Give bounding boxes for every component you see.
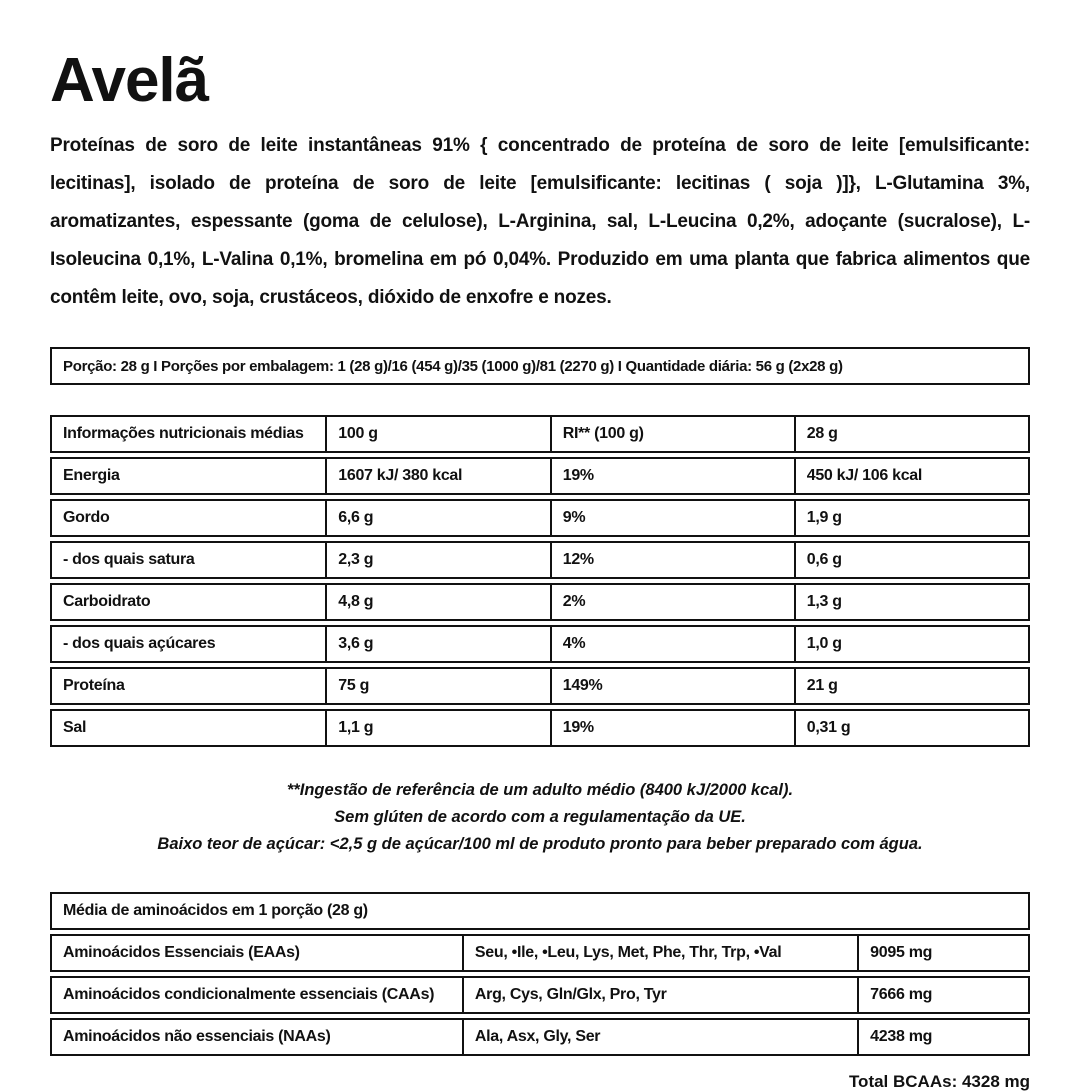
row-label: Carboidrato <box>63 593 151 611</box>
row-value-100g: 75 g <box>325 669 549 703</box>
row-label: Energia <box>63 467 120 485</box>
footnote-gluten-free: Sem glúten de acordo com a regulamentação da UE. <box>334 808 746 827</box>
table-row <box>50 457 1030 495</box>
amino-group-list: Arg, Cys, Gln/Glx, Pro, Tyr <box>462 978 857 1012</box>
nutrition-header-ri: RI** (100 g) <box>550 417 794 451</box>
amino-group-list: Seu, •Ile, •Leu, Lys, Met, Phe, Thr, Trp, •Val <box>462 936 857 970</box>
ingredients-paragraph: Proteínas de soro de leite instantâneas 91% { concentrado de proteína de soro de leite [emulsificante: lecitinas], isolado de proteína de soro de leite [emulsificante: lecitinas ( soja )]}, L-Glutamina 3%, aromatizantes, espessante (goma de celulose), L-Arginina, sal, L-Leucina 0,2%, adoçante (sucralose), L-Isoleucina 0,1%, L-Valina 0,1%, bromelina em pó 0,04%. Produzido em uma planta que fabrica alimentos que contêm leite, ovo, soja, crustáceos, dióxido de enxofre e nozes. <box>50 135 1030 309</box>
table-row <box>50 541 1030 579</box>
row-label: - dos quais açúcares <box>63 635 216 653</box>
nutrition-header-row <box>50 415 1030 453</box>
row-value-100g: 1607 kJ/ 380 kcal <box>325 459 549 493</box>
row-value-100g: 4,8 g <box>325 585 549 619</box>
serving-info-row <box>50 347 1030 385</box>
table-row <box>50 976 1030 1014</box>
row-value-100g: 3,6 g <box>325 627 549 661</box>
row-value-ri: 149% <box>550 669 794 703</box>
nutrition-header-28g: 28 g <box>794 417 1028 451</box>
row-value-ri: 12% <box>550 543 794 577</box>
row-value-100g: 2,3 g <box>325 543 549 577</box>
row-label: - dos quais satura <box>63 551 195 569</box>
row-value-ri: 4% <box>550 627 794 661</box>
row-value-28g: 0,6 g <box>794 543 1028 577</box>
table-row <box>50 499 1030 537</box>
row-value-28g: 21 g <box>794 669 1028 703</box>
product-title: Avelã <box>50 46 209 115</box>
row-value-28g: 1,9 g <box>794 501 1028 535</box>
amino-acids-table <box>50 892 1030 1056</box>
footnotes-block <box>50 777 1030 858</box>
amino-group-label: Aminoácidos Essenciais (EAAs) <box>63 944 300 962</box>
amino-group-amount: 4238 mg <box>857 1020 1028 1054</box>
amino-header-row <box>50 892 1030 930</box>
row-value-100g: 1,1 g <box>325 711 549 745</box>
amino-group-list: Ala, Asx, Gly, Ser <box>462 1020 857 1054</box>
row-label: Proteína <box>63 677 125 695</box>
nutrition-header-100g: 100 g <box>325 417 549 451</box>
amino-group-amount: 7666 mg <box>857 978 1028 1012</box>
row-value-28g: 450 kJ/ 106 kcal <box>794 459 1028 493</box>
row-value-100g: 6,6 g <box>325 501 549 535</box>
row-value-ri: 19% <box>550 711 794 745</box>
table-row <box>50 583 1030 621</box>
row-value-ri: 19% <box>550 459 794 493</box>
footnote-low-sugar: Baixo teor de açúcar: <2,5 g de açúcar/100 ml de produto pronto para beber preparado com água. <box>157 835 923 854</box>
row-value-28g: 0,31 g <box>794 711 1028 745</box>
amino-group-label: Aminoácidos condicionalmente essenciais (CAAs) <box>63 986 435 1004</box>
nutrition-table <box>50 415 1030 747</box>
table-row <box>50 709 1030 747</box>
nutrition-header-label: Informações nutricionais médias <box>63 425 304 443</box>
total-bcaas-text: Total BCAAs: 4328 mg <box>848 1072 1030 1092</box>
amino-group-label: Aminoácidos não essenciais (NAAs) <box>63 1028 331 1046</box>
row-value-28g: 1,0 g <box>794 627 1028 661</box>
footnote-reference-intake: **Ingestão de referência de um adulto médio (8400 kJ/2000 kcal). <box>286 781 794 800</box>
table-row <box>50 934 1030 972</box>
row-value-ri: 2% <box>550 585 794 619</box>
table-row <box>50 1018 1030 1056</box>
row-value-ri: 9% <box>550 501 794 535</box>
table-row <box>50 667 1030 705</box>
row-label: Gordo <box>63 509 110 527</box>
row-label: Sal <box>63 719 87 737</box>
serving-info-text: Porção: 28 g I Porções por embalagem: 1 (28 g)/16 (454 g)/35 (1000 g)/81 (2270 g) I Quantidade diária: 56 g (2x28 g) <box>63 357 843 375</box>
amino-group-amount: 9095 mg <box>857 936 1028 970</box>
table-row <box>50 625 1030 663</box>
amino-header-text: Média de aminoácidos em 1 porção (28 g) <box>63 902 368 920</box>
row-value-28g: 1,3 g <box>794 585 1028 619</box>
serving-info-table <box>50 347 1030 385</box>
